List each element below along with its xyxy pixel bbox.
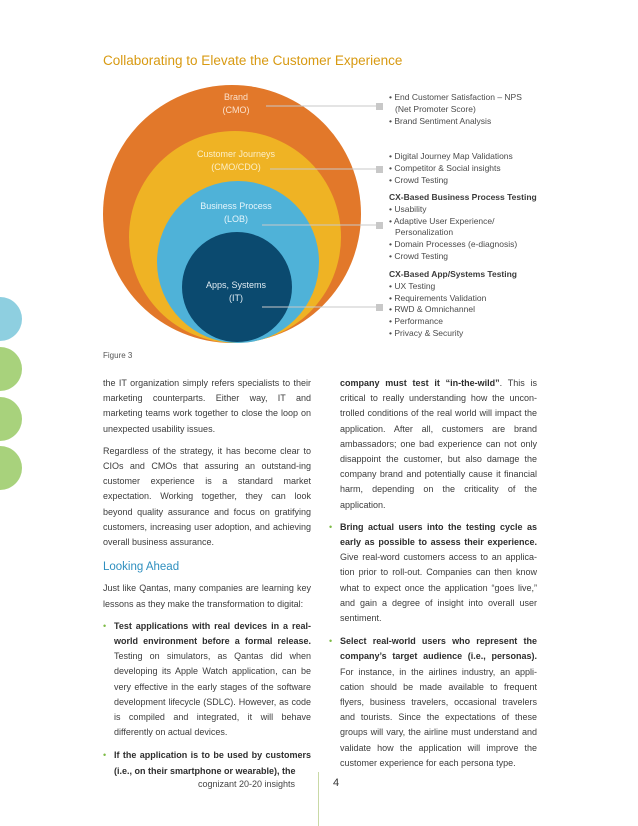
label-apps-systems: Apps, Systems (IT) (205, 280, 267, 303)
callout-process: CX-Based Business Process Testing • Usability • Adaptive User Experience/ Personalization • Domain Processes (e-diagnosis) • Crowd Testing (389, 192, 537, 261)
side-dot-green-2 (0, 397, 22, 441)
right-column (329, 376, 537, 779)
label-business-process: Business Process (LOB) (200, 201, 272, 224)
figure-caption: Figure 3 (103, 351, 133, 360)
label-brand: Brand (CMO) (222, 92, 250, 115)
callout-brand: • End Customer Satisfaction – NPS (Net Promoter Score) • Brand Sentiment Analysis (389, 92, 522, 126)
paragraph: Regardless of the strategy, it has become clear to CIOs and CMOs that assuring an outstand-ing customer experience is a standard market expectation. Working together, they can look beyond quality assurance and focus on gratifying customers, increasing user adoption, and achieving overall business assurance. (103, 445, 311, 548)
paragraph: company must test it “in-the-wild”. This is critical to really understanding how the uncon-trolled conditions of the real world will impact the application. After all, customers are brand ambassadors; one bad experience can not only disappoint the customer, but also damage the company brand and potentially cause it financial harm, depending on the criticality of the application. (340, 378, 537, 510)
figure-title: Collaborating to Elevate the Customer Experience (103, 53, 403, 68)
paragraph: Just like Qantas, many companies are learning key lessons as they make the transformation to digital: (103, 583, 311, 609)
callout-apps: CX-Based App/Systems Testing • UX Testing • Requirements Validation • RWD & Omnichannel • Performance • Privacy & Security (389, 269, 518, 338)
section-heading: Looking Ahead (103, 561, 180, 574)
page-number: 4 (333, 777, 340, 789)
bullet-item: • Test applications with real devices in a real-world environment before a formal release. Testing on simulators, as Qantas did when developing its Apple Watch application, can be very effective in the early stages of the software development lifecycle (SDLC). However, as code is compiled and integrated, it will behave differently on actual devices. (103, 619, 311, 741)
paragraph: the IT organization simply refers specialists to their marketing counterparts. Either way, IT and marketing teams work together to close the loop on unexpected usability issues. (103, 378, 311, 434)
connector-marker-apps (376, 304, 383, 311)
bullet-item: • If the application is to be used by customers (i.e., on their smartphone or wearable), the (103, 748, 311, 778)
label-customer-journeys: Customer Journeys (CMO/CDO) (196, 149, 276, 172)
connector-marker-process (376, 222, 383, 229)
left-column (103, 376, 311, 787)
footer-publication: cognizant 20-20 insights (198, 779, 296, 789)
bullet-item: • Bring actual users into the testing cycle as early as possible to assess their experience. Give real-word customers access to an applica-tion prior to roll-out. Companies can then know what to expect once the application “goes live,” and gain a degree of insight into overall user sentiment. (329, 520, 537, 626)
bullet-item: • Select real-world users who represent the company’s target audience (i.e., personas). For instance, in the airlines industry, an appli-cation should be made available to frequent flyers, business travelers, occasional travelers and tourists. Since the expectations of these groups will vary, the airline must understand and validate how the application will improve the customer experience for each persona type. (329, 634, 537, 771)
footer-divider (318, 772, 319, 826)
connector-marker-journeys (376, 166, 383, 173)
side-dot-green-3 (0, 446, 22, 490)
callout-journeys: • Digital Journey Map Validations • Competitor & Social insights • Crowd Testing (389, 151, 513, 185)
side-dot-green-1 (0, 347, 22, 391)
connector-marker-brand (376, 103, 383, 110)
